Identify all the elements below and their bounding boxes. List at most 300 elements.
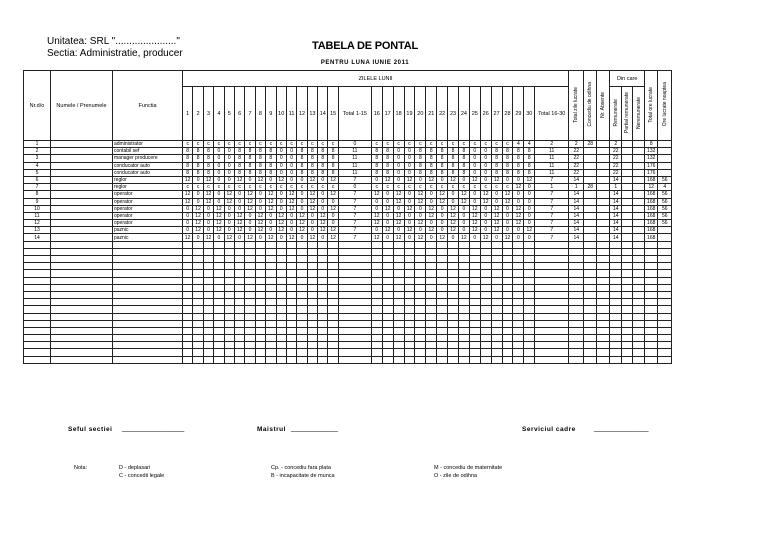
day-cell: 12 [255, 212, 265, 219]
empty-cell [234, 313, 244, 320]
row-total-b: 2 [535, 141, 569, 148]
notes-col-3 [434, 464, 502, 480]
row-total-ore: 168 [645, 205, 658, 212]
day-cell: 0 [318, 191, 328, 198]
empty-cell [437, 327, 448, 334]
empty-cell [307, 263, 317, 270]
empty-cell [214, 320, 224, 327]
row-concediu [584, 162, 597, 169]
empty-cell [266, 270, 276, 277]
empty-cell [214, 335, 224, 342]
day-cell: c [415, 141, 426, 148]
empty-cell [502, 299, 513, 306]
empty-cell [276, 320, 286, 327]
day-cell: 0 [328, 198, 338, 205]
empty-cell [328, 241, 338, 248]
day-cell: 0 [502, 227, 513, 234]
empty-cell [245, 313, 255, 320]
empty-cell [622, 241, 633, 248]
empty-cell [658, 270, 672, 277]
empty-cell [203, 263, 213, 270]
day-cell: 8 [328, 148, 338, 155]
row-concediu [584, 176, 597, 183]
empty-cell [480, 277, 491, 284]
empty-cell [328, 320, 338, 327]
empty-cell [328, 248, 338, 255]
row-total-ore: 168 [645, 176, 658, 183]
empty-cell [658, 263, 672, 270]
day-cell: 0 [469, 169, 480, 176]
empty-row [24, 306, 672, 313]
day-cell: 12 [203, 198, 213, 205]
row-remunerate: 14 [610, 176, 622, 183]
empty-row [24, 356, 672, 363]
row-neremunerate [633, 198, 645, 205]
row-nr: 2 [24, 148, 51, 155]
row-ore-noapte [658, 148, 672, 155]
row-concediu [584, 191, 597, 198]
empty-cell [328, 270, 338, 277]
table-row [24, 184, 672, 191]
empty-cell [458, 256, 469, 263]
row-total-zile: 14 [569, 205, 584, 212]
day-cell: 0 [307, 220, 317, 227]
empty-cell [645, 306, 658, 313]
empty-cell [245, 291, 255, 298]
empty-cell [113, 335, 183, 342]
empty-cell [51, 291, 113, 298]
day-cell: 8 [513, 169, 524, 176]
empty-cell [371, 299, 382, 306]
empty-cell [448, 327, 459, 334]
day-cell: 12 [183, 191, 193, 198]
empty-cell [214, 277, 224, 284]
empty-cell [183, 256, 193, 263]
day-cell: c [183, 141, 193, 148]
empty-cell [276, 313, 286, 320]
day-cell: 8 [458, 148, 469, 155]
empty-cell [203, 356, 213, 363]
row-total-zile: 22 [569, 155, 584, 162]
header-day: 27 [491, 87, 502, 141]
day-cell: 0 [480, 169, 491, 176]
day-cell: 8 [371, 148, 382, 155]
empty-row [24, 335, 672, 342]
day-cell: 12 [371, 234, 382, 241]
empty-cell [307, 335, 317, 342]
empty-cell [203, 342, 213, 349]
row-neremunerate [633, 148, 645, 155]
header-day: 15 [328, 87, 338, 141]
day-cell: 8 [524, 162, 535, 169]
empty-cell [193, 349, 203, 356]
empty-cell [203, 277, 213, 284]
day-cell: 12 [513, 184, 524, 191]
empty-cell [569, 277, 584, 284]
day-cell: 0 [286, 162, 296, 169]
row-partial [622, 148, 633, 155]
table-row [24, 148, 672, 155]
empty-cell [214, 306, 224, 313]
empty-cell [224, 277, 234, 284]
day-cell: c [458, 141, 469, 148]
empty-cell [645, 356, 658, 363]
header-absente-text: Nr. Absente [600, 91, 607, 118]
empty-cell [448, 335, 459, 342]
row-neremunerate [633, 212, 645, 219]
empty-cell [297, 270, 307, 277]
empty-cell [224, 256, 234, 263]
empty-cell [286, 299, 296, 306]
day-cell: c [491, 141, 502, 148]
note-item: D - deplasari [119, 465, 151, 471]
empty-cell [404, 248, 415, 255]
empty-cell [569, 327, 584, 334]
empty-cell [535, 263, 569, 270]
empty-cell [469, 356, 480, 363]
empty-cell [404, 349, 415, 356]
day-cell: c [480, 141, 491, 148]
empty-cell [183, 356, 193, 363]
empty-cell [203, 241, 213, 248]
day-cell: 0 [318, 205, 328, 212]
day-cell: 8 [524, 169, 535, 176]
row-total-zile: 14 [569, 191, 584, 198]
empty-cell [214, 241, 224, 248]
empty-cell [24, 320, 51, 327]
row-remunerate: 22 [610, 162, 622, 169]
day-cell: 8 [328, 162, 338, 169]
empty-cell [415, 335, 426, 342]
empty-cell [203, 349, 213, 356]
day-cell: c [183, 184, 193, 191]
empty-cell [255, 299, 265, 306]
day-cell: 12 [297, 227, 307, 234]
empty-cell [426, 256, 437, 263]
empty-cell [524, 320, 535, 327]
empty-cell [318, 256, 328, 263]
row-total-b: 7 [535, 198, 569, 205]
day-cell: 12 [255, 227, 265, 234]
day-cell: c [469, 141, 480, 148]
header-remunerate-text: Remunerate [612, 98, 619, 127]
row-functia: administrator [113, 141, 183, 148]
empty-cell [491, 291, 502, 298]
empty-cell [393, 335, 404, 342]
empty-cell [502, 356, 513, 363]
row-ore-noapte [658, 227, 672, 234]
day-cell: 0 [266, 220, 276, 227]
header-row [24, 71, 672, 87]
empty-cell [622, 306, 633, 313]
day-cell: 12 [448, 176, 459, 183]
day-cell: 12 [286, 205, 296, 212]
table-row [24, 198, 672, 205]
empty-cell [51, 299, 113, 306]
empty-cell [569, 248, 584, 255]
empty-cell [415, 313, 426, 320]
empty-cell [183, 320, 193, 327]
empty-cell [338, 327, 371, 334]
empty-cell [297, 291, 307, 298]
empty-cell [382, 349, 393, 356]
day-cell: 0 [404, 148, 415, 155]
empty-cell [610, 284, 622, 291]
day-cell: 12 [404, 176, 415, 183]
day-cell: 12 [286, 234, 296, 241]
empty-cell [458, 320, 469, 327]
empty-cell [597, 291, 610, 298]
signature-cadre-line: ______________ [594, 425, 649, 432]
empty-cell [393, 270, 404, 277]
empty-cell [318, 327, 328, 334]
empty-cell [633, 320, 645, 327]
header-day: 20 [415, 87, 426, 141]
day-cell: 0 [234, 234, 244, 241]
empty-cell [276, 306, 286, 313]
empty-cell [535, 241, 569, 248]
day-cell: 0 [393, 148, 404, 155]
day-cell: 12 [193, 205, 203, 212]
header-absente [597, 71, 610, 141]
empty-cell [535, 320, 569, 327]
empty-cell [318, 291, 328, 298]
empty-cell [234, 335, 244, 342]
empty-cell [266, 306, 276, 313]
empty-cell [458, 277, 469, 284]
empty-cell [502, 291, 513, 298]
row-nr: 3 [24, 155, 51, 162]
row-functia: operator [113, 212, 183, 219]
header-day: 11 [286, 87, 296, 141]
empty-cell [224, 313, 234, 320]
empty-cell [569, 306, 584, 313]
day-cell: 8 [307, 169, 317, 176]
empty-cell [338, 256, 371, 263]
empty-cell [245, 277, 255, 284]
day-cell: 12 [393, 191, 404, 198]
empty-cell [469, 327, 480, 334]
empty-cell [597, 335, 610, 342]
empty-cell [113, 327, 183, 334]
empty-cell [393, 356, 404, 363]
row-neremunerate [633, 176, 645, 183]
empty-cell [276, 327, 286, 334]
empty-cell [113, 248, 183, 255]
empty-cell [535, 291, 569, 298]
day-cell: 12 [214, 220, 224, 227]
day-cell: 0 [193, 198, 203, 205]
empty-cell [255, 313, 265, 320]
empty-cell [491, 263, 502, 270]
empty-cell [276, 356, 286, 363]
empty-cell [51, 306, 113, 313]
empty-cell [286, 277, 296, 284]
row-total-a: 7 [338, 205, 371, 212]
empty-cell [535, 277, 569, 284]
empty-cell [224, 327, 234, 334]
day-cell: c [328, 184, 338, 191]
day-cell: 0 [224, 205, 234, 212]
empty-cell [458, 248, 469, 255]
empty-cell [513, 241, 524, 248]
day-cell: c [448, 141, 459, 148]
empty-cell [645, 313, 658, 320]
row-nume [51, 148, 113, 155]
empty-cell [535, 327, 569, 334]
empty-cell [338, 320, 371, 327]
day-cell: 4 [524, 141, 535, 148]
day-cell: 12 [307, 176, 317, 183]
day-cell: c [203, 184, 213, 191]
empty-cell [318, 284, 328, 291]
empty-cell [245, 342, 255, 349]
empty-cell [113, 291, 183, 298]
empty-cell [480, 248, 491, 255]
day-cell: 0 [524, 234, 535, 241]
empty-cell [633, 291, 645, 298]
row-remunerate: 22 [610, 169, 622, 176]
day-cell: c [234, 184, 244, 191]
day-cell: 12 [491, 205, 502, 212]
empty-cell [584, 320, 597, 327]
row-nume [51, 212, 113, 219]
empty-cell [569, 349, 584, 356]
day-cell: 8 [255, 169, 265, 176]
empty-cell [307, 320, 317, 327]
empty-cell [307, 248, 317, 255]
empty-cell [393, 313, 404, 320]
empty-cell [214, 356, 224, 363]
row-functia: operator [113, 220, 183, 227]
empty-cell [24, 270, 51, 277]
empty-cell [513, 270, 524, 277]
signature-cadre-label: Serviciul cadre [522, 426, 576, 433]
day-cell: 0 [524, 191, 535, 198]
empty-cell [276, 291, 286, 298]
row-nume [51, 191, 113, 198]
day-cell: 12 [426, 176, 437, 183]
empty-cell [584, 342, 597, 349]
empty-cell [255, 327, 265, 334]
empty-cell [513, 248, 524, 255]
day-cell: 12 [415, 191, 426, 198]
table-row [24, 234, 672, 241]
day-cell: 8 [245, 162, 255, 169]
empty-cell [266, 277, 276, 284]
empty-cell [480, 306, 491, 313]
empty-cell [234, 270, 244, 277]
empty-cell [203, 320, 213, 327]
empty-cell [245, 263, 255, 270]
header-day: 28 [502, 87, 513, 141]
empty-cell [480, 299, 491, 306]
day-cell: 0 [480, 205, 491, 212]
empty-cell [234, 320, 244, 327]
row-total-a: 7 [338, 220, 371, 227]
empty-cell [371, 291, 382, 298]
header-total-b: Total 16-30 [535, 87, 569, 141]
empty-cell [393, 342, 404, 349]
day-cell: 12 [234, 212, 244, 219]
empty-cell [645, 342, 658, 349]
row-partial [622, 212, 633, 219]
empty-cell [183, 313, 193, 320]
empty-cell [307, 277, 317, 284]
day-cell: 12 [297, 212, 307, 219]
empty-cell [622, 248, 633, 255]
empty-cell [255, 277, 265, 284]
empty-cell [266, 327, 276, 334]
empty-cell [513, 256, 524, 263]
row-ore-noapte: 56 [658, 191, 672, 198]
day-cell: 12 [214, 227, 224, 234]
empty-cell [658, 256, 672, 263]
day-cell: c [255, 184, 265, 191]
header-partial-text: Partial remunerate [624, 91, 631, 134]
day-cell: 0 [404, 162, 415, 169]
empty-cell [469, 248, 480, 255]
row-total-zile: 2 [569, 141, 584, 148]
empty-cell [437, 349, 448, 356]
table-row [24, 141, 672, 148]
empty-cell [245, 241, 255, 248]
day-cell: 0 [266, 212, 276, 219]
empty-cell [469, 299, 480, 306]
empty-cell [113, 270, 183, 277]
header-remunerate [610, 87, 622, 141]
empty-cell [338, 291, 371, 298]
empty-cell [245, 256, 255, 263]
empty-cell [371, 284, 382, 291]
day-cell: 8 [266, 148, 276, 155]
empty-cell [307, 313, 317, 320]
empty-cell [318, 277, 328, 284]
day-cell: 12 [203, 176, 213, 183]
empty-cell [255, 291, 265, 298]
empty-cell [382, 320, 393, 327]
empty-cell [245, 299, 255, 306]
day-cell: 0 [393, 205, 404, 212]
day-cell: 0 [458, 227, 469, 234]
empty-cell [448, 306, 459, 313]
empty-cell [245, 248, 255, 255]
empty-cell [502, 256, 513, 263]
row-total-zile: 14 [569, 220, 584, 227]
empty-cell [491, 327, 502, 334]
empty-cell [328, 327, 338, 334]
empty-cell [458, 335, 469, 342]
empty-cell [318, 299, 328, 306]
empty-cell [286, 248, 296, 255]
day-cell: 8 [502, 162, 513, 169]
empty-cell [584, 306, 597, 313]
empty-cell [633, 256, 645, 263]
day-cell: 0 [524, 205, 535, 212]
empty-cell [645, 256, 658, 263]
empty-cell [437, 335, 448, 342]
empty-cell [448, 277, 459, 284]
empty-cell [382, 299, 393, 306]
day-cell: 12 [245, 191, 255, 198]
empty-cell [286, 342, 296, 349]
row-neremunerate [633, 155, 645, 162]
empty-cell [382, 241, 393, 248]
empty-cell [214, 270, 224, 277]
empty-cell [502, 320, 513, 327]
empty-cell [437, 263, 448, 270]
day-cell: 0 [393, 176, 404, 183]
